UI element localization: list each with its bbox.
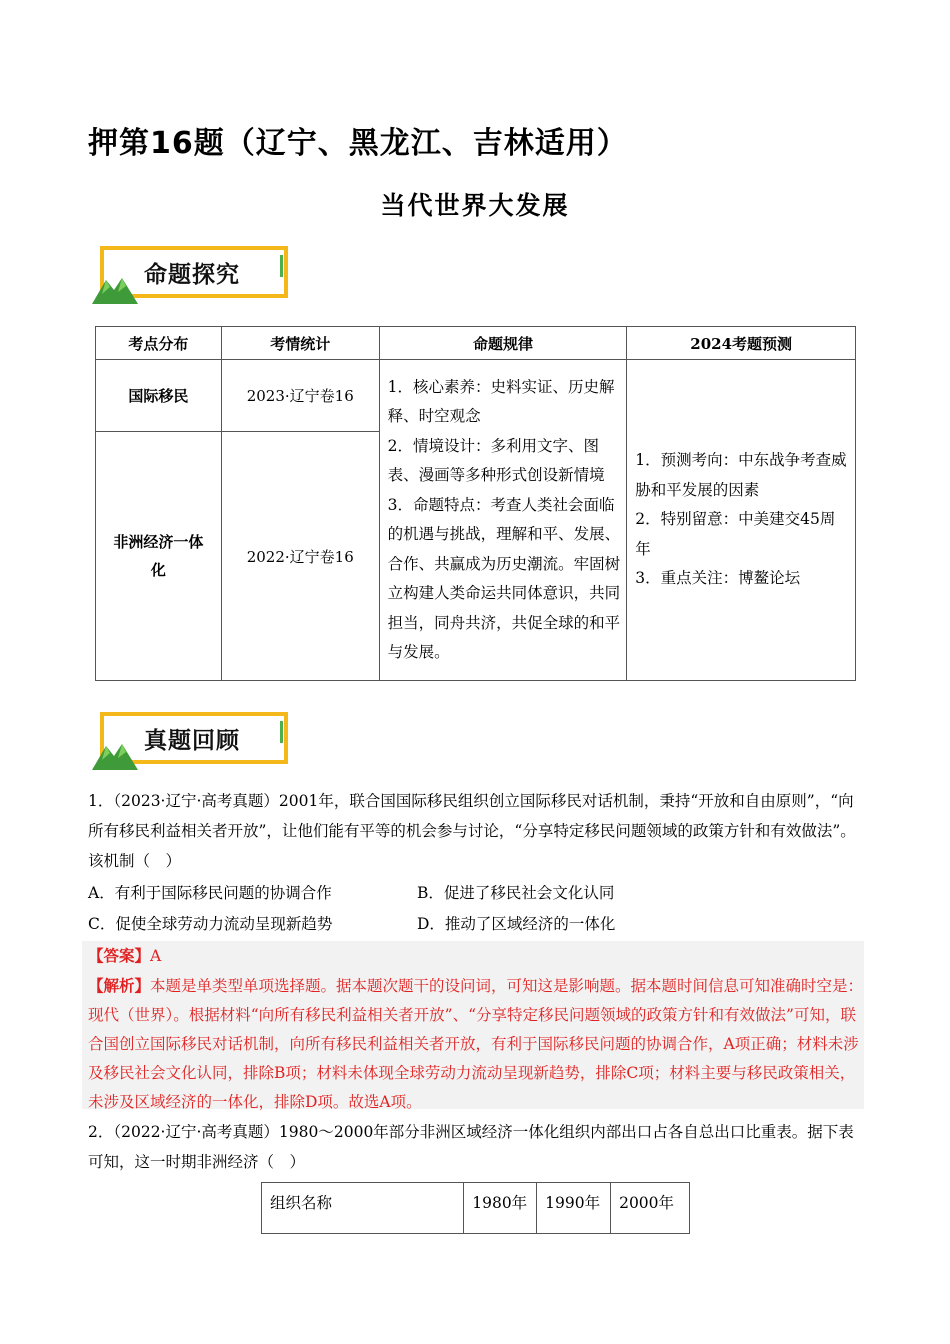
analysis-label: 【解析】 <box>88 976 151 995</box>
section-banner-label: 真题回顾 <box>144 728 240 754</box>
question-1-stem: 1．（2023·辽宁·高考真题）2001年，联合国国际移民组织创立国际移民对话机制，秉持“开放和自由原则”，“向所有移民利益相关者开放”，让他们能有平等的机会参与讨论，“分享特定移民问题领域的政策方针和有效做法”。该机制（ ） <box>88 792 856 870</box>
section-banner-label: 命题探究 <box>144 262 240 288</box>
export-share-table <box>261 1182 690 1234</box>
option-b: B．促进了移民社会文化认同 <box>417 884 615 902</box>
section-banner-review <box>92 712 298 776</box>
header-2000: 2000年 <box>611 1183 690 1234</box>
forecast-line: 2．特别留意：中美建交45周年 <box>635 510 836 558</box>
header-1990: 1990年 <box>537 1183 611 1234</box>
header-pattern: 命题规律 <box>379 327 627 360</box>
option-c: C．促使全球劳动力流动呈现新趋势 <box>88 915 333 933</box>
forecast-line: 3．重点关注：博鳌论坛 <box>635 569 801 588</box>
header-1980: 1980年 <box>464 1183 537 1234</box>
stat-cell: 2022·辽宁卷16 <box>221 432 379 681</box>
mountain-icon <box>92 272 138 304</box>
header-stat: 考情统计 <box>221 327 379 360</box>
option-a: A．有利于国际移民问题的协调合作 <box>88 884 332 902</box>
answer-line <box>88 941 864 971</box>
answer-value: A <box>150 947 162 965</box>
answer-label: 【答案】 <box>88 946 151 965</box>
section-banner-exploration <box>92 246 298 310</box>
page-subtitle: 当代世界大发展 <box>380 191 570 220</box>
mountain-icon <box>92 738 138 770</box>
option-d: D．推动了区域经济的一体化 <box>417 915 616 933</box>
exam-analysis-table <box>95 326 856 681</box>
header-topic: 考点分布 <box>96 327 222 360</box>
table-header-row <box>96 327 856 360</box>
forecast-cell <box>627 360 856 681</box>
table-row <box>96 360 856 432</box>
table-header-row <box>262 1183 690 1234</box>
page-title: 押第16题（辽宁、黑龙江、吉林适用） <box>88 126 628 161</box>
pattern-line: 1．核心素养：史料实证、历史解释、时空观念 <box>387 377 615 425</box>
header-forecast: 2024考题预测 <box>627 327 856 360</box>
pattern-line: 3．命题特点：考查人类社会面临的机遇与挑战，理解和平、发展、合作、共赢成为历史潮流。牢固树立构建人类命运共同体意识，共同担当，同舟共济，共促全球的和平与发展。 <box>387 495 621 661</box>
header-org-name: 组织名称 <box>262 1183 464 1234</box>
forecast-line: 1．预测考向：中东战争考查威胁和平发展的因素 <box>635 451 847 499</box>
analysis-body: 本题是单类型单项选择题。据本题次题干的设问词，可知这是影响题。据本题时间信息可知准确时空是：现代（世界）。根据材料“向所有移民利益相关者开放”、“分享特定移民问题领域的政策方针和有效做法”可知，联合国创立国际移民对话机制，向所有移民利益相关者开放，有利于国际移民问题的协调合作，A项正确；材料未涉及移民社会文化认同，排除B项；材料未体现全球劳动力流动呈现新趋势，排除C项；材料主要与移民政策相关，未涉及区域经济的一体化，排除D项。故选A项。 <box>88 977 864 1111</box>
answer-analysis-box <box>82 941 864 1109</box>
stat-cell: 2023·辽宁卷16 <box>221 360 379 432</box>
question-2-stem: 2．（2022·辽宁·高考真题）1980～2000年部分非洲区域经济一体化组织内部出口占各自总出口比重表。据下表可知，这一时期非洲经济（ ） <box>88 1123 854 1171</box>
topic-cell: 国际移民 <box>96 360 222 432</box>
pattern-cell <box>379 360 627 681</box>
analysis-text <box>88 971 864 1117</box>
topic-cell: 非洲经济一体化 <box>96 432 222 681</box>
pattern-line: 2．情境设计：多利用文字、图表、漫画等多种形式创设新情境 <box>387 436 605 484</box>
